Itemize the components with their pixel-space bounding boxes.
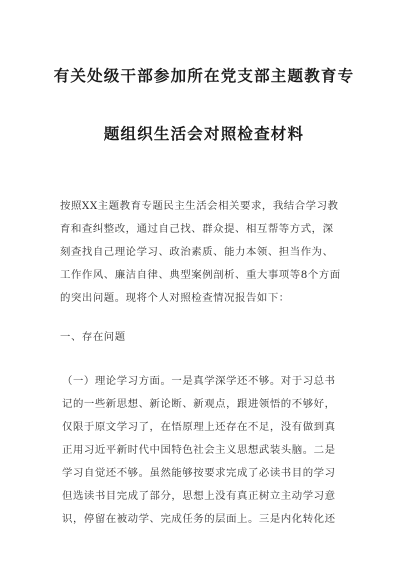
intro-line: 工作作风、廉洁自律、典型案例剖析、重大事项等8个方面 — [60, 269, 341, 281]
intro-line: 的突出问题。现将个人对照检查情况报告如下： — [60, 292, 290, 304]
body-line: 但选读书目完成了部分，思想上没有真正树立主动学习意 — [62, 490, 336, 502]
section-heading: 一、存在问题 — [60, 331, 126, 343]
document-title-line-2: 题组织生活会对照检查材料 — [103, 125, 305, 143]
body-line: 识，停留在被动学、完成任务的层面上。三是内化转化还 — [62, 513, 336, 525]
body-line: 仅限于原文学习了，在悟原理上还存在不足，没有做到真 — [62, 421, 336, 433]
intro-line: 刻查找自己理论学习、政治素质、能力本领、担当作为、 — [60, 246, 334, 258]
intro-line: 按照XX主题教育专题民主生活会相关要求，我结合学习教 — [60, 200, 339, 212]
document-title-line-1: 有关处级干部参加所在党支部主题教育专 — [53, 67, 355, 85]
body-line: 学习自觉还不够。虽然能够按要求完成了必读书目的学习 — [62, 467, 336, 479]
body-line: （一）理论学习方面。一是真学深学还不够。对于习总书 — [62, 375, 336, 387]
intro-line: 育和查纠整改，通过自己找、群众提、相互帮等方式，深 — [60, 223, 334, 235]
body-line: 正用习近平新时代中国特色社会主义思想武装头脑。二是 — [62, 444, 336, 456]
body-line: 记的一些新思想、新论断、新观点，跟进领悟的不够好， — [62, 398, 336, 410]
